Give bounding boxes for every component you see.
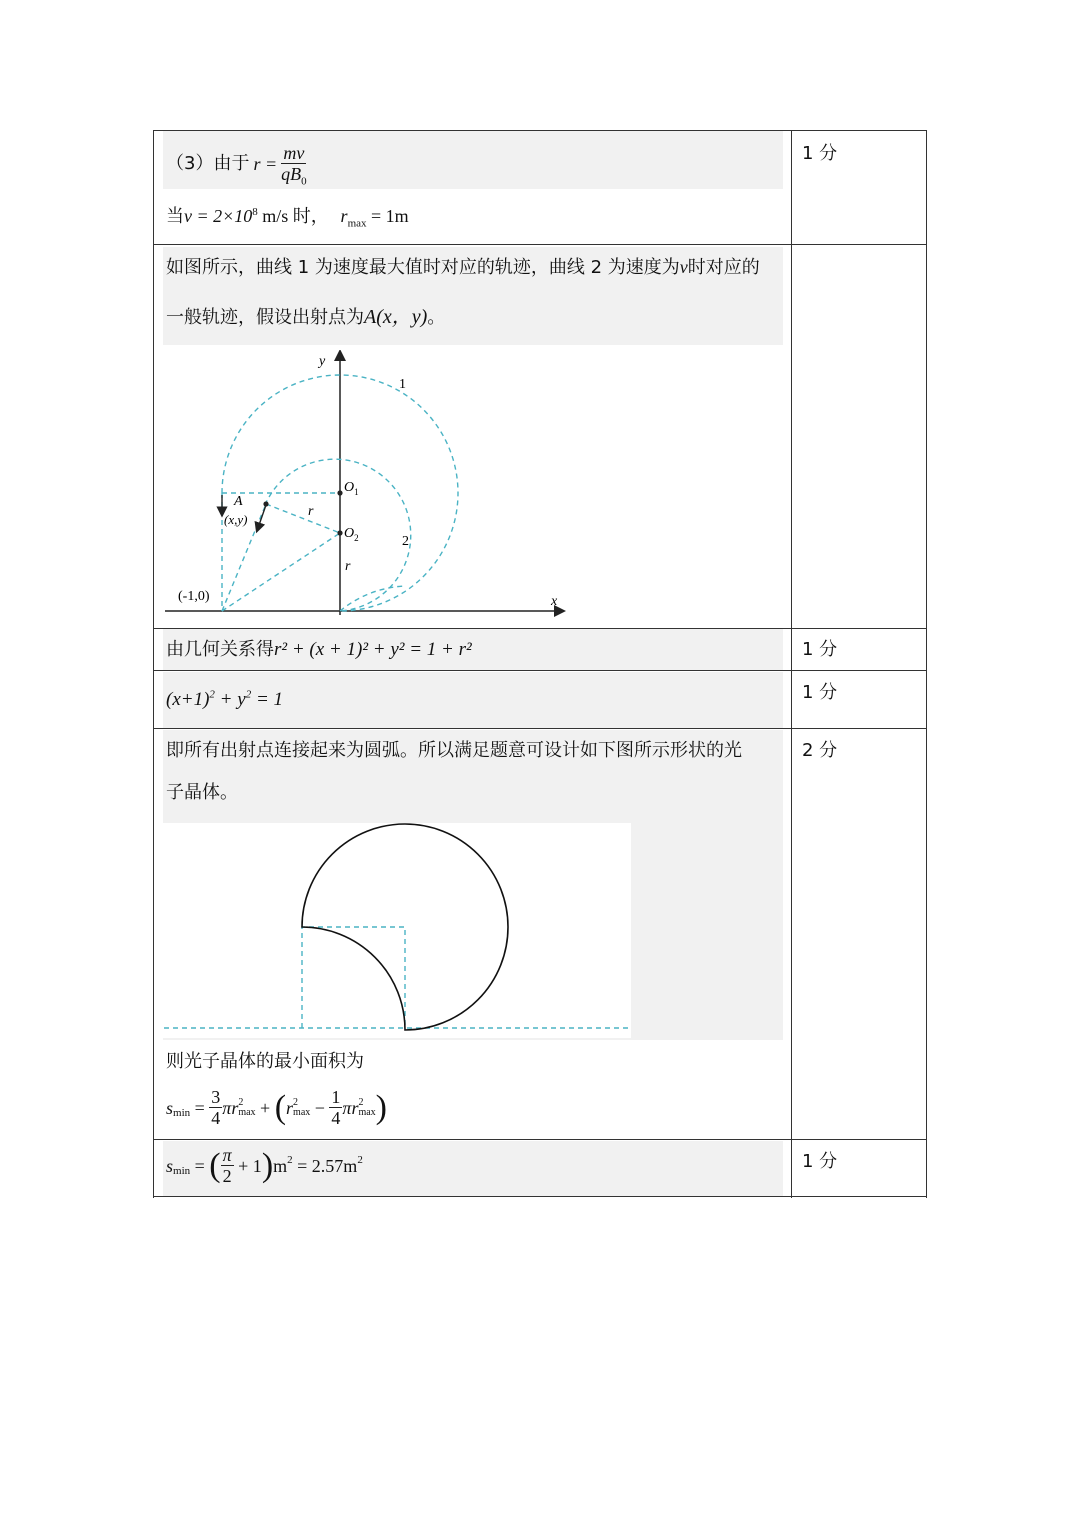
r1-frac-den-sub: 0 [301,175,307,188]
r5-frac-14-den: 4 [331,1108,341,1128]
r6-result: = 2.57m [292,1155,358,1176]
r5-r3-sub: max [358,1106,376,1118]
r5-eq: = [190,1097,210,1118]
line-a-to-o2 [266,504,340,533]
r4-rhs: = 1 [251,689,284,710]
label-curve-2: 2 [402,534,409,549]
r5-pi-r: πr [222,1097,239,1118]
r5-line1: 即所有出射点连接起来为圆弧。所以满足题意可设计如下图所示形状的光 [166,740,742,761]
r6-s: s [166,1155,174,1176]
r6-result-sup: 2 [357,1154,363,1166]
r5-r3-sup: 2 [358,1096,364,1108]
r5-line3: 则光子晶体的最小面积为 [166,1051,364,1072]
crystal-square [302,927,405,1028]
label-x: x [551,594,558,609]
r1-v-expr [184,206,329,226]
r4-exp2: 2 [245,688,252,701]
r6-frac-num: π [222,1145,232,1165]
r6-unit-sup: 2 [287,1154,293,1166]
point-o2 [337,530,342,535]
r5-r3-scripts [358,1098,375,1118]
r1-fraction [281,143,307,188]
r2-line1-v: v [679,257,688,277]
r2-line2-tail: 。 [427,307,446,328]
r5-r2-scripts [293,1098,310,1118]
point-o1 [337,490,342,495]
r5-score: 2 分 [802,740,838,761]
r1-v-exp: 8 [252,206,258,218]
r5-frac-14-num: 1 [331,1087,341,1107]
label-r-top: r [308,504,314,519]
r5-frac-14 [329,1088,342,1127]
label-o2-sub: 2 [354,533,359,543]
r1-rmax-val: = 1m [366,206,409,226]
r6-lparen: ( [209,1146,221,1184]
r6-s-sub: min [173,1165,191,1177]
r1-score: 1 分 [802,143,838,164]
r1-rmax [340,206,409,230]
r4-score: 1 分 [802,682,838,703]
r5-rparen: ) [375,1088,387,1126]
r2-point: A(x，y) [364,306,428,328]
crystal-outline [302,824,508,1030]
label-a-coord: (x,y) [224,512,248,527]
r2-line1 [166,258,760,277]
r3-line [166,640,472,659]
r1-frac-den-q: qB [281,164,302,184]
r4-eq [166,690,283,709]
label-o2-text: O [344,526,355,541]
r6-rparen: ) [261,1146,274,1184]
label-r-bottom: r [345,559,351,574]
crystal-figure [162,822,632,1038]
r6-plus1: + 1 [233,1155,262,1176]
r5-pi-r2: πr [342,1097,359,1118]
r1-frac-num: mv [283,143,305,163]
r5-formula [166,1088,387,1127]
r2-line2 [166,307,445,327]
r5-frac-34-num: 3 [211,1087,221,1107]
r5-line2: 子晶体。 [166,782,238,803]
r5-s-sub: min [173,1107,191,1119]
label-a: A [234,494,243,509]
r1-v-unit: m/s 时， [257,206,329,226]
r5-frac-34 [209,1088,222,1127]
label-o1 [344,480,359,497]
label-o1-sub: 1 [354,487,359,497]
r5-r-sub: max [238,1106,256,1118]
r1-r-eq: r = [253,153,278,174]
r6-frac [221,1146,234,1185]
r6-eq: = [190,1155,210,1176]
label-o1-text: O [344,480,355,495]
r1-line2-prefix: 当 [166,206,184,227]
label-y: y [319,354,326,369]
r5-r2-sub: max [293,1106,311,1118]
r4-lhs: (x+1) [166,689,210,710]
r3-eq: r² + (x + 1)² + y² = 1 + r² [274,639,472,660]
r6-unit: m [273,1155,288,1176]
r2-line1-tail: 时对应的 [687,257,760,278]
trajectory-figure [160,350,580,620]
r1-line1 [166,143,307,188]
r1-rmax-sub: max [347,217,367,230]
r1-rmax-r: r [340,206,348,226]
r1-prefix: （3）由于 [166,152,250,174]
r5-frac-34-den: 4 [211,1108,221,1128]
r2-line1-text: 如图所示，曲线 1 为速度最大值时对应的轨迹，曲线 2 为速度为 [166,257,680,278]
arrow-at-point [258,505,266,528]
r6-formula [166,1146,363,1185]
line-origin-to-o2 [222,533,340,611]
label-origin-point: (-1,0) [178,589,210,604]
r5-r2: r [286,1097,294,1118]
r6-score: 1 分 [802,1151,838,1172]
label-curve-1: 1 [399,377,406,392]
r4-exp: 2 [209,688,215,701]
r2-line2-text: 一般轨迹，假设出射点为 [166,307,364,328]
r5-r-sup: 2 [238,1096,244,1108]
r1-frac-den [281,164,307,188]
label-o2 [344,526,359,543]
r1-line2 [166,206,409,230]
r4-mid: + y [214,689,246,710]
r5-r-scripts [238,1098,255,1118]
r5-s: s [166,1097,174,1118]
r5-plus: + [255,1097,275,1118]
r3-score: 1 分 [802,639,838,660]
r5-r2-sup: 2 [293,1096,299,1108]
r1-v: v = 2×10 [184,206,253,226]
r5-minus: − [310,1097,330,1118]
r3-text: 由几何关系得 [166,639,274,660]
r6-frac-den: 2 [222,1166,232,1186]
r5-lparen: ( [274,1088,287,1126]
point-a [263,501,268,506]
arc-bottom [340,586,405,611]
